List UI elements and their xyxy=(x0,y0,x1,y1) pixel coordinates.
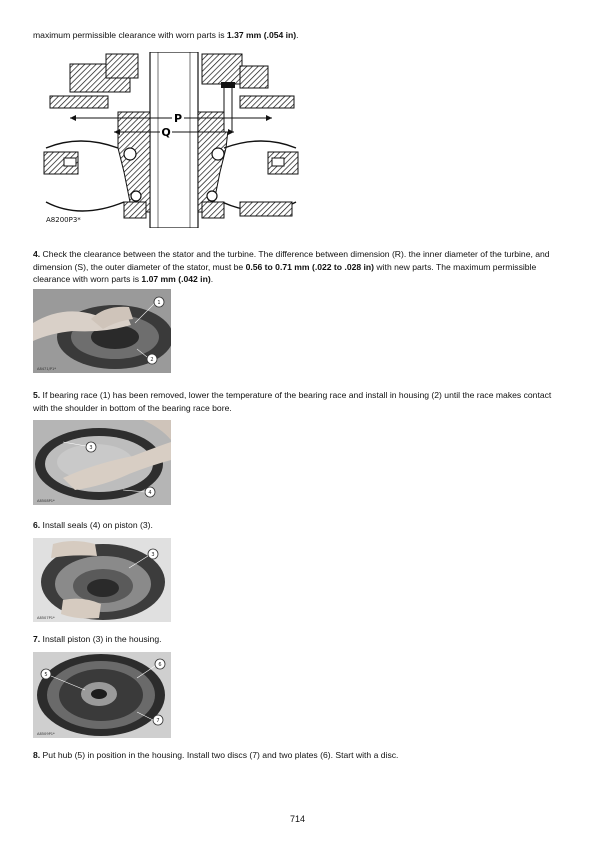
intro-value: 1.37 mm (.054 in) xyxy=(226,30,297,40)
callout-7-label: 7 xyxy=(156,718,160,724)
dimension-p-label: P xyxy=(173,112,183,125)
callout-6-label: 6 xyxy=(158,662,162,668)
step-6-paragraph xyxy=(33,519,563,532)
photo-install-seals xyxy=(33,420,171,505)
step-6-number: 6. xyxy=(33,520,41,530)
step-5-paragraph xyxy=(33,389,563,414)
step-4-paragraph xyxy=(33,248,563,286)
dimension-q-label: Q xyxy=(161,126,171,139)
photo-hub-discs-plates xyxy=(33,652,171,738)
step-4-text-2: with new parts. The maximum permissible clearance with worn parts is xyxy=(33,261,537,285)
cross-section-diagram xyxy=(40,52,302,228)
callout-3b-label: 3 xyxy=(151,552,155,558)
step-8-number: 8. xyxy=(33,750,41,760)
callout-1-label: 1 xyxy=(157,300,161,306)
callout-2-label: 2 xyxy=(150,357,154,363)
figure4-caption: A8507P1* xyxy=(37,616,55,620)
step-7-paragraph xyxy=(33,633,563,646)
figure3-caption: A8508P1* xyxy=(37,499,55,503)
callout-4-label: 4 xyxy=(148,490,152,496)
figure1-label: A8200P3* xyxy=(46,216,81,224)
step-4-text-3: . xyxy=(210,274,214,285)
step-8-paragraph xyxy=(33,749,563,762)
step-4-value-1: 0.56 to 0.71 mm (.022 to .028 in) xyxy=(245,261,375,272)
figure5-caption: A8509P1* xyxy=(37,732,55,736)
photo-bearing-race-check xyxy=(33,289,171,373)
step-5-number: 5. xyxy=(33,390,41,400)
step-7-number: 7. xyxy=(33,634,41,644)
intro-end: . xyxy=(296,30,299,40)
step-7-text: Install piston (3) in the housing. xyxy=(40,634,162,644)
page-number: 714 xyxy=(289,814,306,824)
callout-5-label: 5 xyxy=(44,672,48,678)
step-4-number: 4. xyxy=(33,249,41,259)
step-4-text-1: Check the clearance between the stator and the turbine. The difference between dimension (R). the inner diameter of the turbine, and dimension (S), the outer diameter of the stator, must be xyxy=(33,249,550,272)
step-8-text: Put hub (5) in position in the housing. Install two discs (7) and two plates (6). Start with a disc. xyxy=(40,750,399,760)
photo-install-piston xyxy=(33,538,171,622)
step-4-value-2: 1.07 mm (.042 in) xyxy=(141,274,211,285)
step-5-text: If bearing race (1) has been removed, lower the temperature of the bearing race and install in housing (2) until the race makes contact with the shoulder in bottom of the bearing race bore. xyxy=(33,390,552,413)
step-6-text: Install seals (4) on piston (3). xyxy=(40,520,153,530)
callout-3-label: 3 xyxy=(89,445,93,451)
intro-paragraph xyxy=(33,29,563,42)
intro-text: maximum permissible clearance with worn parts is xyxy=(33,30,227,40)
figure2-caption: A8471/P1* xyxy=(37,367,57,371)
